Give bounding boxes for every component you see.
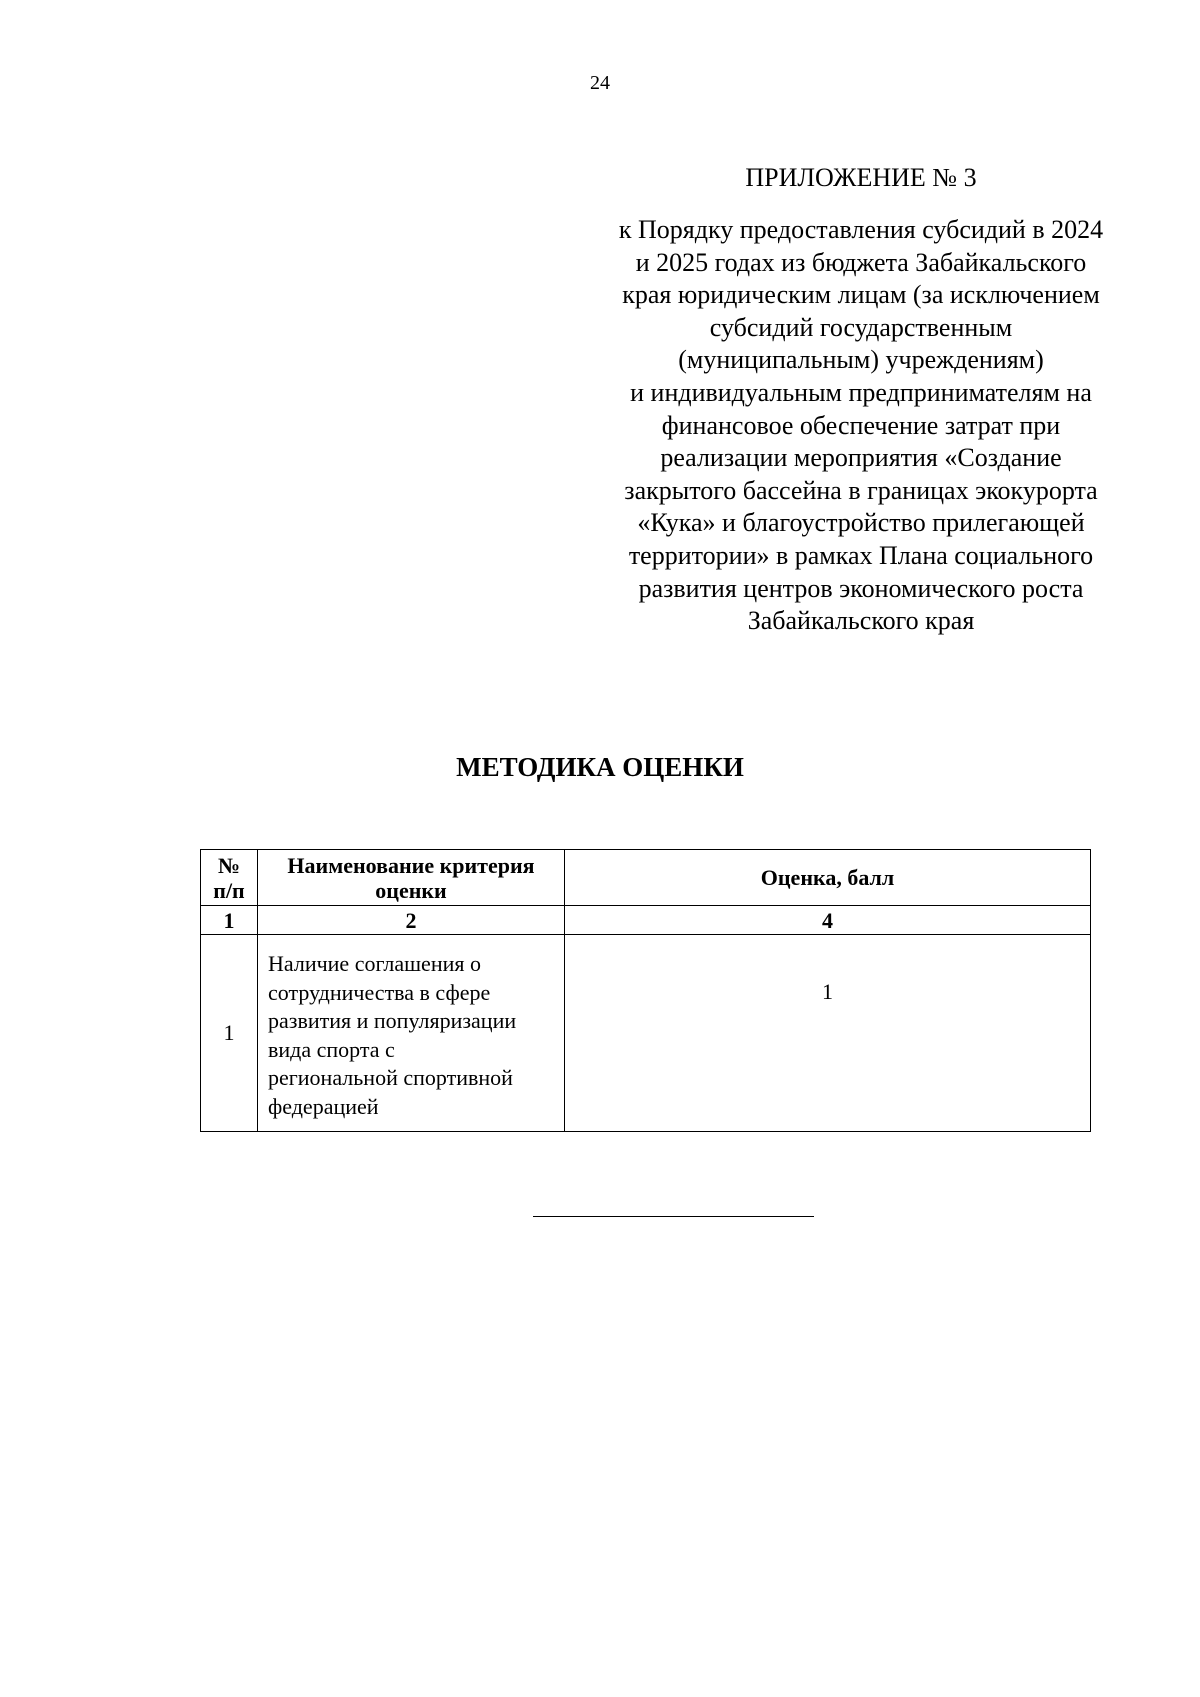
appendix-line: «Кука» и благоустройство прилегающей: [637, 508, 1085, 538]
header-name-line: Наименование критерия: [287, 852, 535, 878]
appendix-line: (муниципальным) учреждениям): [678, 345, 1044, 375]
end-separator-line: [533, 1216, 814, 1217]
header-num-line: №: [217, 852, 241, 878]
appendix-line: финансовое обеспечение затрат при: [661, 410, 1061, 440]
header-num: [201, 850, 258, 906]
criterion-name-line: федерацией: [268, 1093, 379, 1119]
criteria-table: [200, 849, 1091, 1132]
score-value: 1: [565, 935, 1091, 1132]
criterion-name-line: вида спорта с: [268, 1036, 395, 1062]
criterion-name-line: региональной спортивной: [268, 1065, 513, 1090]
appendix-line: закрытого бассейна в границах экокурорта: [624, 475, 1098, 505]
header-criterion-name: [258, 850, 565, 906]
appendix-title: ПРИЛОЖЕНИЕ № 3: [745, 163, 977, 192]
criterion-name-line: сотрудничества в сфере: [268, 979, 491, 1005]
header-score: Оценка, балл: [565, 850, 1091, 906]
appendix-description: [592, 214, 1130, 638]
criterion-name-line: развития и популяризации: [268, 1008, 517, 1033]
page-number: 24: [590, 72, 610, 94]
appendix-line: края юридическим лицам (за исключением: [622, 280, 1100, 310]
table-header-row: [201, 850, 1091, 906]
appendix-line: Забайкальского края: [747, 606, 975, 636]
header-num-line: п/п: [213, 877, 245, 903]
appendix-line: и 2025 годах из бюджета Забайкальского: [635, 247, 1087, 277]
criterion-name-line: Наличие соглашения о: [268, 951, 481, 976]
column-number: 2: [258, 906, 565, 935]
row-number: 1: [201, 935, 258, 1132]
appendix-line: территории» в рамках Плана социального: [628, 540, 1094, 570]
table-row: [201, 935, 1091, 1132]
document-title: МЕТОДИКА ОЦЕНКИ: [456, 752, 744, 782]
appendix-line: и индивидуальным предпринимателям на: [630, 377, 1092, 407]
column-number: 4: [565, 906, 1091, 935]
appendix-line: к Порядку предоставления субсидий в 2024: [618, 215, 1104, 244]
appendix-line: развития центров экономического роста: [638, 573, 1084, 603]
column-number: 1: [201, 906, 258, 935]
appendix-line: реализации мероприятия «Создание: [660, 443, 1062, 473]
criterion-name: [258, 935, 565, 1132]
header-name-line: оценки: [375, 877, 447, 903]
column-number-row: [201, 906, 1091, 935]
appendix-line: субсидий государственным: [709, 312, 1013, 342]
